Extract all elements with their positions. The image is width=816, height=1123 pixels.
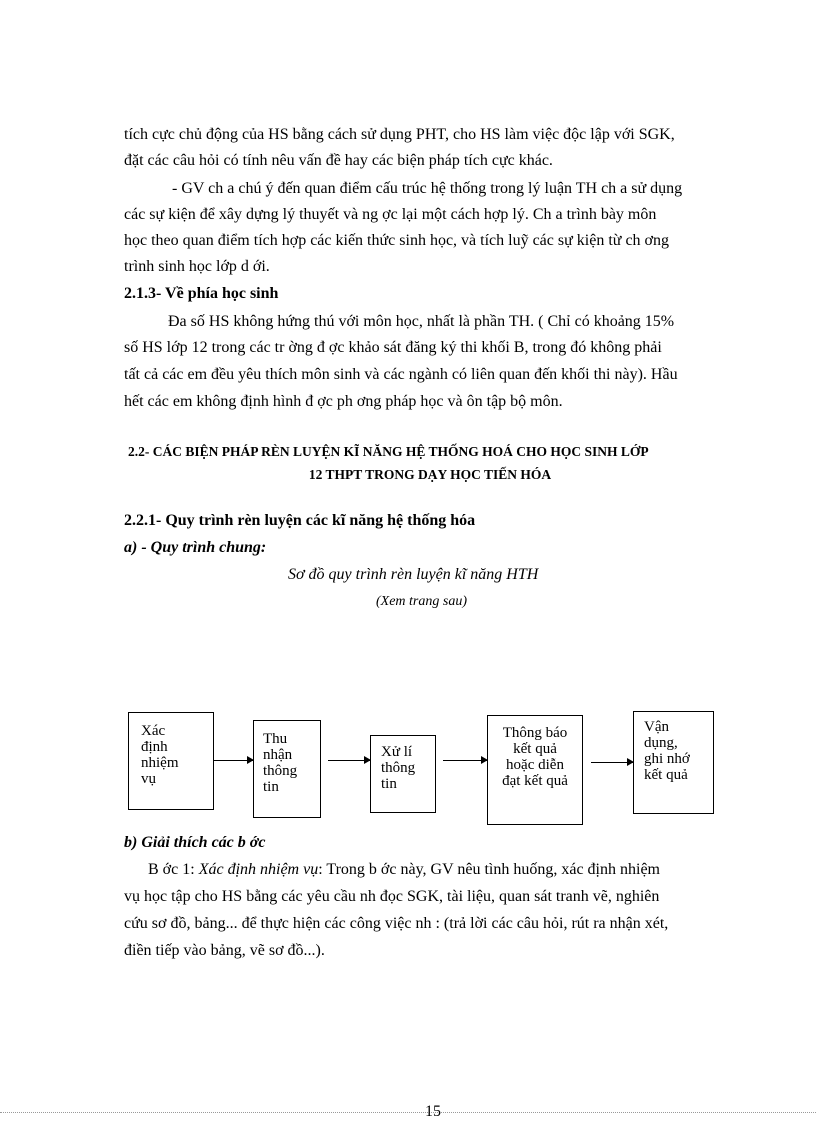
flow-arrow <box>214 760 253 761</box>
body-text-line: điền tiếp vào bảng, vẽ sơ đồ...). <box>124 942 325 959</box>
footer-rule <box>0 1112 816 1113</box>
process-step-box-2 <box>253 720 321 818</box>
body-text-line: vụ học tập cho HS bằng các yêu cầu nh đọc SGK, tài liệu, quan sát tranh vẽ, nghiên <box>124 888 660 905</box>
process-step-box-3 <box>370 735 436 813</box>
subsection-heading: b) Giải thích các b ớc <box>124 834 266 851</box>
page-number: 15 <box>425 1103 441 1120</box>
step-name: Xác định nhiệm vụ <box>198 861 319 878</box>
flow-arrow <box>443 760 487 761</box>
step-text-line: định <box>141 739 168 755</box>
step-text-line: Xác <box>141 723 166 739</box>
step-text-line: Xử lí <box>381 744 413 760</box>
step-text-line: nhiệm <box>141 755 179 771</box>
step-text-line: thông <box>381 760 416 776</box>
step-text-line: kết quả <box>644 767 688 783</box>
body-text-line: tích cực chủ động của HS bằng cách sử dụng PHT, cho HS làm việc độc lập với SGK, <box>124 126 675 143</box>
step-text-line: nhận <box>263 747 293 763</box>
section-heading: 2.2.1- Quy trình rèn luyện các kĩ năng hệ thống hóa <box>124 512 476 529</box>
diagram-title: Sơ đồ quy trình rèn luyện kĩ năng HTH <box>288 566 539 583</box>
step-text-line: tin <box>381 776 397 792</box>
step-text-line: vụ <box>141 771 156 787</box>
body-text-line: học theo quan điểm tích hợp các kiến thức sinh học, và tích luỹ các sự kiện từ ch ơng <box>124 232 670 249</box>
process-step-box-1 <box>128 712 214 810</box>
subsection-heading: a) - Quy trình chung: <box>124 539 267 556</box>
step-text-line: thông <box>263 763 298 779</box>
step-label: B ớc 1: <box>148 861 199 878</box>
body-text-line: tất cả các em đều yêu thích môn sinh và các ngành có liên quan đến khối thi này). Hầu <box>124 366 678 383</box>
body-text-line <box>148 861 660 879</box>
chapter-heading-line-2: 12 THPT TRONG DẠY HỌC TIẾN HÓA <box>308 467 552 482</box>
diagram-note: (Xem trang sau) <box>376 594 467 609</box>
body-text-line: hết các em không định hình đ ợc ph ơng pháp học và ôn tập bộ môn. <box>124 393 563 410</box>
process-step-box-5 <box>633 711 714 814</box>
step-text-line: tin <box>263 779 279 795</box>
body-text-line: số HS lớp 12 trong các tr ờng đ ợc khảo sát đăng ký thi khối B, trong đó không phải <box>124 339 662 356</box>
section-heading: 2.1.3- Về phía học sinh <box>124 285 279 302</box>
step-text-line: kết quả <box>513 741 557 757</box>
step-text-line: Thu <box>263 731 288 747</box>
body-text-line: các sự kiện để xây dựng lý thuyết và ng ợc lại một cách hợp lý. Ch a trình bày môn <box>124 206 657 223</box>
body-text-line: trình sinh học lớp d ới. <box>124 258 270 275</box>
step-text-line: đạt kết quả <box>502 773 568 789</box>
step-text-line: ghi nhớ <box>644 751 690 767</box>
body-text-line: Đa số HS không hứng thú với môn học, nhất là phần TH. ( Chỉ có khoảng 15% <box>168 313 675 330</box>
chapter-heading-line-1: 2.2- CÁC BIỆN PHÁP RÈN LUYỆN KĨ NĂNG HỆ THỐNG HOÁ CHO HỌC SINH LỚP <box>128 444 649 459</box>
flow-arrow <box>591 762 633 763</box>
step-text-line: dụng, <box>644 735 678 751</box>
step-description: : Trong b ớc này, GV nêu tình huống, xác định nhiệm <box>318 861 660 878</box>
body-text-line: đặt các câu hỏi có tính nêu vấn đề hay các biện pháp tích cực khác. <box>124 152 553 169</box>
step-text-line: hoặc diễn <box>506 757 564 773</box>
step-text-line: Vận <box>644 719 669 735</box>
body-text-line: - GV ch a chú ý đến quan điểm cấu trúc hệ thống trong lý luận TH ch a sử dụng <box>172 180 683 197</box>
step-text-line: Thông báo <box>502 725 568 741</box>
body-text-line: cứu sơ đồ, bảng... để thực hiện các công việc nh : (trả lời các câu hỏi, rút ra nhận xét, <box>124 915 669 932</box>
process-step-box-4 <box>487 715 583 825</box>
flow-arrow <box>328 760 370 761</box>
